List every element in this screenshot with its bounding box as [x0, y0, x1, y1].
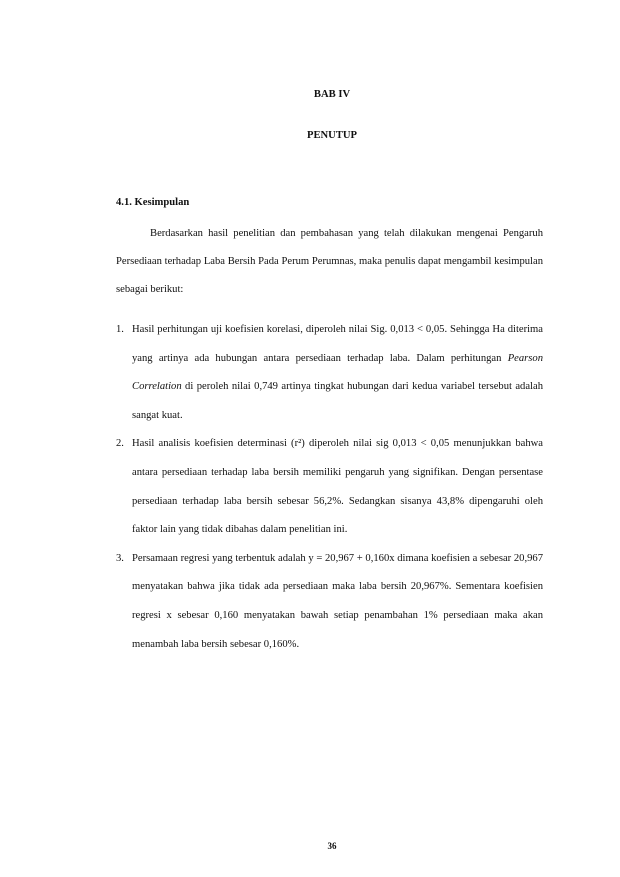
list-item — [116, 545, 543, 659]
list-item-text-part: di peroleh nilai 0,749 artinya tingkat hubungan dari kedua variabel tersebut adalah sangat kuat. — [132, 381, 543, 421]
section-heading: 4.1. Kesimpulan — [116, 197, 190, 208]
page-number: 36 — [327, 841, 337, 851]
list-item — [116, 316, 543, 430]
list-item-number: 3. — [116, 552, 124, 564]
list-item-emphasis: Pearson Correlation — [132, 352, 543, 393]
conclusion-list — [116, 316, 543, 659]
list-item-text: Persamaan regresi yang terbentuk adalah y = 20,967 + 0,160x dimana koefisien a sebesar 20,967 menyatakan bahwa jika tidak ada persediaan maka laba bersih 20,967%. Sementara koefisien regresi x sebesar 0,160 menyatakan bawah setiap penambahan 1% persediaan maka akan menambah laba bersih sebesar 0,160%. — [132, 552, 543, 650]
list-item-number: 2. — [116, 438, 124, 450]
chapter-heading: BAB IV — [313, 89, 351, 100]
intro-paragraph: Berdasarkan hasil penelitian dan pembahasan yang telah dilakukan mengenai Pengaruh Persediaan terhadap Laba Bersih Pada Perum Perumnas, maka penulis dapat mengambil kesimpulan sebagai berikut: — [116, 228, 543, 295]
list-item-text-part: Hasil perhitungan uji koefisien korelasi, diperoleh nilai Sig. 0,013 < 0,05. Sehingga Ha diterima yang artinya ada hubungan antara persediaan terhadap laba. Dalam perhitungan — [132, 324, 543, 364]
list-item — [116, 430, 543, 544]
list-item-text — [132, 324, 543, 421]
chapter-title: PENUTUP — [306, 130, 358, 141]
list-item-text: Hasil analisis koefisien determinasi (r²) diperoleh nilai sig 0,013 < 0,05 menunjukkan bahwa antara persediaan terhadap laba bersih memiliki pengaruh yang signifikan. Dengan persentase persediaan terhadap laba bersih sebesar 56,2%. Sedangkan sisanya 43,8% dipengaruhi oleh faktor lain yang tidak dibahas dalam penelitian ini. — [132, 438, 543, 536]
list-item-number: 1. — [116, 324, 124, 335]
